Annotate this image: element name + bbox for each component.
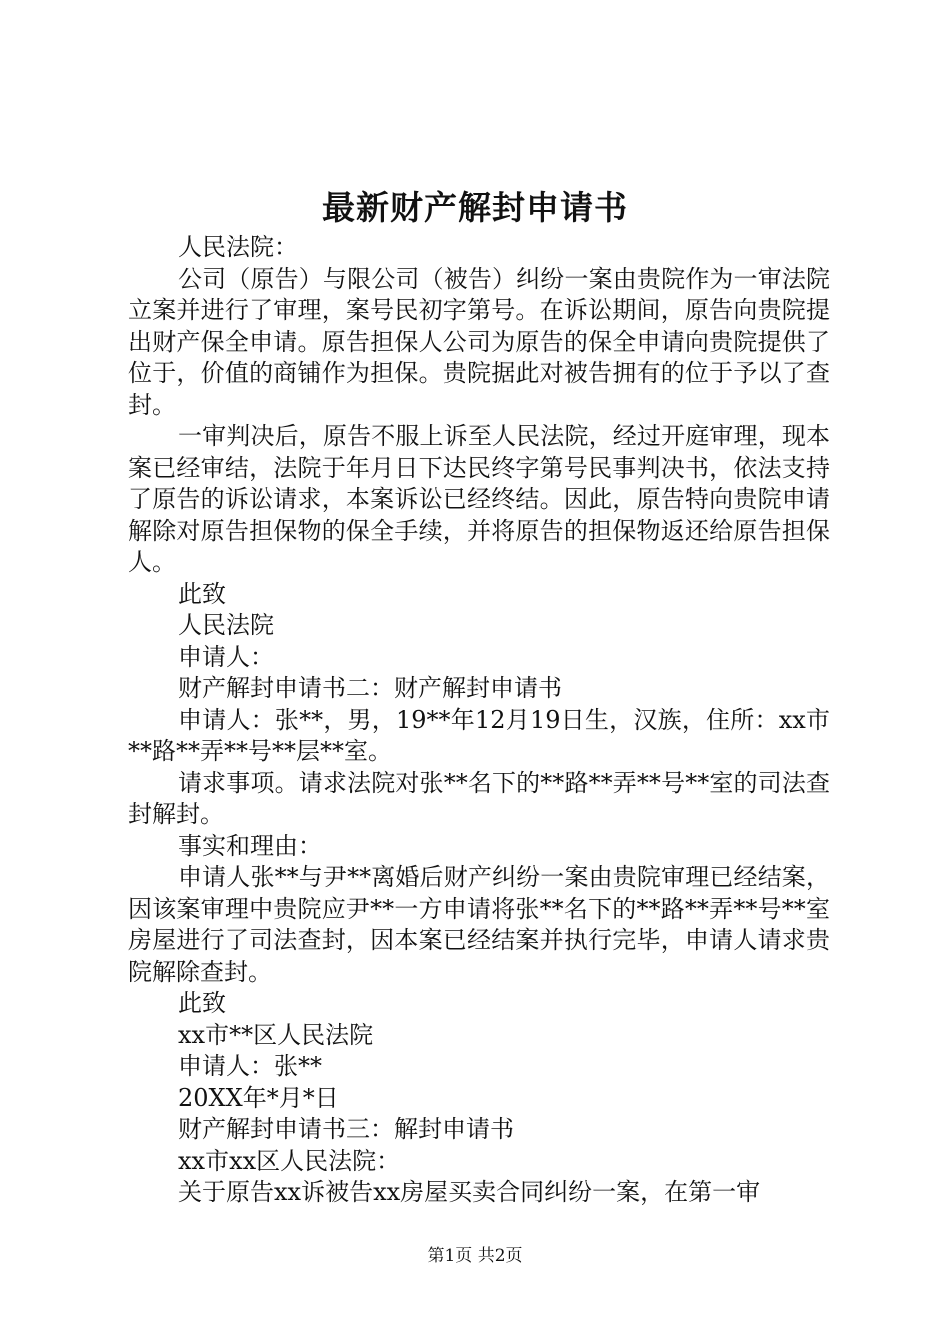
document-title: 最新财产解封申请书 (322, 188, 628, 227)
closing-line: 此致 (178, 989, 226, 1017)
date-line: 20XX年*月*日 (178, 1083, 339, 1112)
salutation: xx市xx区人民法院： (178, 1146, 401, 1175)
closing-line: 此致 (178, 579, 226, 608)
applicant-line: 申请人：张** (178, 1052, 322, 1080)
facts-heading: 事实和理由： (178, 831, 322, 860)
applicant-line: 申请人： (178, 642, 274, 671)
section-heading: 财产解封申请书三：解封申请书 (178, 1115, 514, 1143)
request-items: 请求事项。请求法院对张**名下的**路**弄**号**室的司法查封解封。 (128, 768, 830, 828)
body-paragraph: 公司（原告）与限公司（被告）纠纷一案由贵院作为一审法院立案并进行了审理，案号民初字第号。在诉讼期间，原告向贵院提出财产保全申请。原告担保人公司为原告的保全申请向贵院提供了位于，价值的商铺作为担保。贵院据此对被告拥有的位于予以了查封。 (128, 264, 830, 419)
document-body (128, 232, 830, 1209)
body-paragraph: 一审判决后，原告不服上诉至人民法院，经过开庭审理，现本案已经审结，法院于年月日下达民终字第号民事判决书，依法支持了原告的诉讼请求，本案诉讼已经终结。因此，原告特向贵院申请解除对原告担保物的保全手续，并将原告的担保物返还给原告担保人。 (128, 422, 830, 576)
section-heading: 财产解封申请书二：财产解封申请书 (178, 674, 562, 702)
salutation: 人民法院： (178, 233, 298, 261)
page-footer: 第1页 共2页 (427, 1246, 523, 1266)
recipient-line: 人民法院 (178, 611, 274, 639)
applicant-info: 申请人：张**，男，19**年12月19日生，汉族，住所：xx市**路**弄**号**层**室。 (128, 705, 830, 765)
body-paragraph: 关于原告xx诉被告xx房屋买卖合同纠纷一案，在第一审 (178, 1178, 761, 1206)
facts-paragraph: 申请人张**与尹**离婚后财产纠纷一案由贵院审理已经结案，因该案审理中贵院应尹**一方申请将张**名下的**路**弄**号**室房屋进行了司法查封，因本案已经结案并执行完毕，申请人请求贵院解除查封。 (128, 863, 830, 986)
recipient-line: xx市**区人民法院 (178, 1020, 374, 1049)
